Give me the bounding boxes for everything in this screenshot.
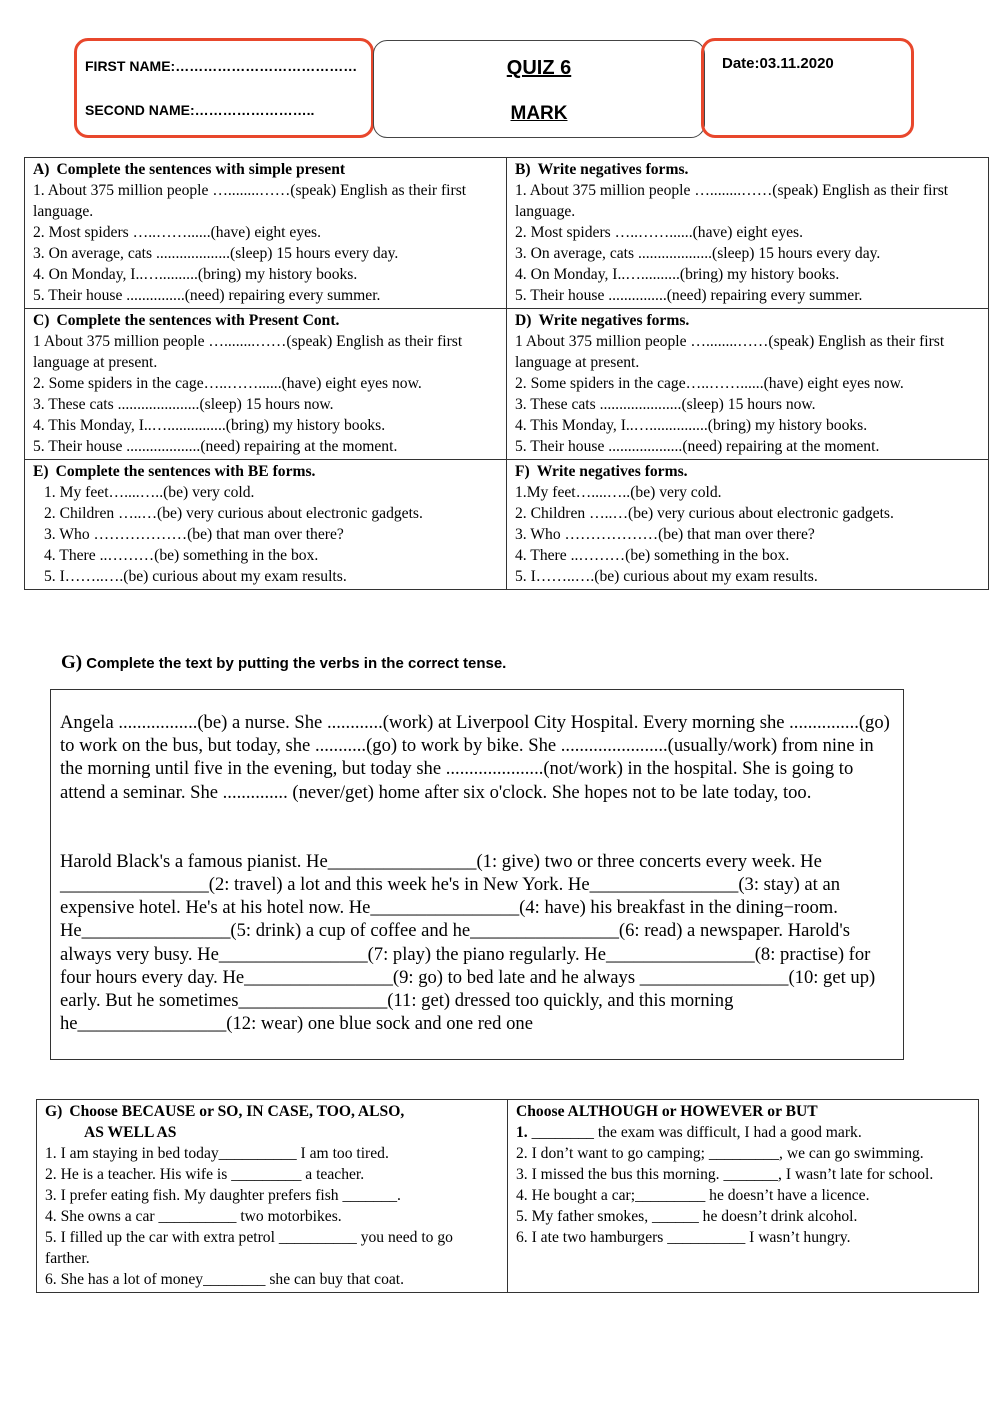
quiz-title: QUIZ 6 [506, 57, 572, 79]
section-title: D) Write negatives forms. [515, 312, 690, 329]
exercises-a-f-table [24, 157, 989, 590]
exercise-item: 2. Some spiders in the cage…..……......(have) eight eyes now. [33, 375, 422, 392]
exercise-item: 5. Their house ...................(need) repairing at the moment. [515, 438, 880, 455]
exercise-item: 1. My feet…....…..(be) very cold. [44, 484, 255, 501]
exercise-item: 4. There ..………(be) something in the box. [44, 547, 319, 564]
exercise-item: 1. ________ the exam was difficult, I had a good mark. [516, 1124, 862, 1141]
section-a [25, 158, 507, 309]
date-box [701, 38, 914, 138]
exercise-item: 1 About 375 million people …........……(speak) English as their first language at present. [515, 333, 945, 371]
section-title: G) Choose BECAUSE or SO, IN CASE, TOO, ALSO, [45, 1103, 405, 1120]
section-title: E) Complete the sentences with BE forms. [33, 463, 316, 480]
first-name-field[interactable]: FIRST NAME:………………………………… [85, 58, 358, 74]
exercise-item: 4. There ..………(be) something in the box. [515, 547, 790, 564]
exercise-item: 1.My feet…....…..(be) very cold. [515, 484, 722, 501]
exercise-item: 5. Their house ...............(need) repairing every summer. [515, 287, 863, 304]
exercise-item: 3. On average, cats ...................(sleep) 15 hours every day. [515, 245, 881, 262]
section-d [507, 309, 989, 460]
exercise-item: 1 About 375 million people …........……(speak) English as their first language at present. [33, 333, 463, 371]
exercise-item: 6. She has a lot of money________ she can buy that coat. [45, 1271, 405, 1288]
exercise-item: 1. About 375 million people …........……(speak) English as their first language. [515, 182, 949, 220]
exercise-item: 3. These cats .....................(sleep) 15 hours now. [33, 396, 334, 413]
exercise-item: 5. My father smokes, ______ he doesn’t drink alcohol. [516, 1208, 858, 1225]
section-title: F) Write negatives forms. [515, 463, 688, 480]
exercise-item: 2. Children …..…(be) very curious about electronic gadgets. [44, 505, 423, 522]
exercise-item: 3. These cats .....................(sleep) 15 hours now. [515, 396, 816, 413]
gap-fill-text-box [50, 689, 904, 1060]
exercise-item: 5. Their house ...............(need) repairing every summer. [33, 287, 381, 304]
paragraph-harold: Harold Black's a famous pianist. He________________(1: give) two or three concerts every week. He ________________(2: travel) a lot and this week he's in New York. He________________(3: stay) at an expensive hotel. He's at his hotel now. He________________(4: have) his breakfast in the dining−room. He________________(5: drink) a cup of coffee and he________________(6: read) a newspaper. Harold's always very busy. He________________(7: play) the piano regularly. He________________(8: practise) for four hours every day. He________________(9: go) to bed late and he always ________________(10: get up) early. But he sometimes________________(11: get) dressed too quickly, and this morning he________________(12: wear) one blue sock and one red one [60, 850, 876, 1035]
exercise-item: 4. On Monday, I..…..........(bring) my history books. [515, 266, 840, 283]
exercise-item: 3. I prefer eating fish. My daughter prefers fish _______. [45, 1187, 401, 1204]
exercise-item: 3. Who ………………(be) that man over there? [44, 526, 344, 543]
section-g-heading [61, 652, 506, 674]
exercise-item: 5. Their house ...................(need) repairing at the moment. [33, 438, 398, 455]
exercise-item: 6. I ate two hamburgers __________ I wasn’t hungry. [516, 1229, 851, 1246]
exercise-item: 5. I……..….(be) curious about my exam results. [44, 568, 347, 585]
exercise-item: 1. About 375 million people …........……(speak) English as their first language. [33, 182, 467, 220]
date-label: Date:03.11.2020 [722, 55, 834, 72]
section-title: Choose ALTHOUGH or HOWEVER or BUT [516, 1103, 818, 1120]
exercise-item: 2. Most spiders …..……......(have) eight eyes. [515, 224, 804, 241]
section-c [25, 309, 507, 460]
section-because-so [37, 1100, 508, 1293]
name-box [74, 38, 374, 138]
exercise-item: 4. He bought a car;_________ he doesn’t have a licence. [516, 1187, 870, 1204]
exercise-item: 4. She owns a car __________ two motorbikes. [45, 1208, 342, 1225]
exercise-item: 5. I filled up the car with extra petrol __________ you need to go farther. [45, 1229, 453, 1267]
conjunctions-table [36, 1099, 979, 1293]
exercise-item: 2. He is a teacher. His wife is _________ a teacher. [45, 1166, 365, 1183]
exercise-item: 5. I……..….(be) curious about my exam results. [515, 568, 818, 585]
section-title-continued: AS WELL AS [84, 1124, 177, 1141]
second-name-field[interactable]: SECOND NAME:…………………….. [85, 102, 315, 118]
section-b [507, 158, 989, 309]
section-f [507, 460, 989, 590]
exercise-item: 2. Children …..…(be) very curious about electronic gadgets. [515, 505, 894, 522]
quiz-box [373, 40, 705, 138]
exercise-item: 2. I don’t want to go camping; _________, we can go swimming. [516, 1145, 924, 1162]
paragraph-angela: Angela .................(be) a nurse. She ............(work) at Liverpool City Hospital. Every morning she ...............(go) to work on the bus, but today, she ...........(go) to work by bike. She .......................(usually/work) from nine in the morning until five in the evening, but today she .....................(not/work) in the hospital. She is going to attend a seminar. She .............. (never/get) home after six o'clock. She hopes not to be late today, too. [60, 712, 890, 803]
exercise-item: 3. I missed the bus this morning. _______, I wasn’t late for school. [516, 1166, 934, 1183]
exercise-item: 4. This Monday, I..…...............(bring) my history books. [33, 417, 386, 434]
exercise-item: 2. Some spiders in the cage…..……......(have) eight eyes now. [515, 375, 904, 392]
exercise-item: 1. I am staying in bed today__________ I am too tired. [45, 1145, 389, 1162]
section-g-instruction: Complete the text by putting the verbs in the correct tense. [86, 655, 507, 672]
section-g-letter: G) [61, 652, 83, 673]
exercise-item: 3. On average, cats ...................(sleep) 15 hours every day. [33, 245, 399, 262]
section-although-however [508, 1100, 979, 1293]
exercise-item: 2. Most spiders …..……......(have) eight eyes. [33, 224, 322, 241]
section-title: B) Write negatives forms. [515, 161, 689, 178]
mark-label: MARK [510, 103, 568, 124]
section-e [25, 460, 507, 590]
section-title: A) Complete the sentences with simple present [33, 161, 346, 178]
exercise-item: 4. On Monday, I..…..........(bring) my history books. [33, 266, 358, 283]
section-title: C) Complete the sentences with Present Cont. [33, 312, 340, 329]
exercise-item: 4. This Monday, I..…...............(bring) my history books. [515, 417, 868, 434]
exercise-item: 3. Who ………………(be) that man over there? [515, 526, 815, 543]
